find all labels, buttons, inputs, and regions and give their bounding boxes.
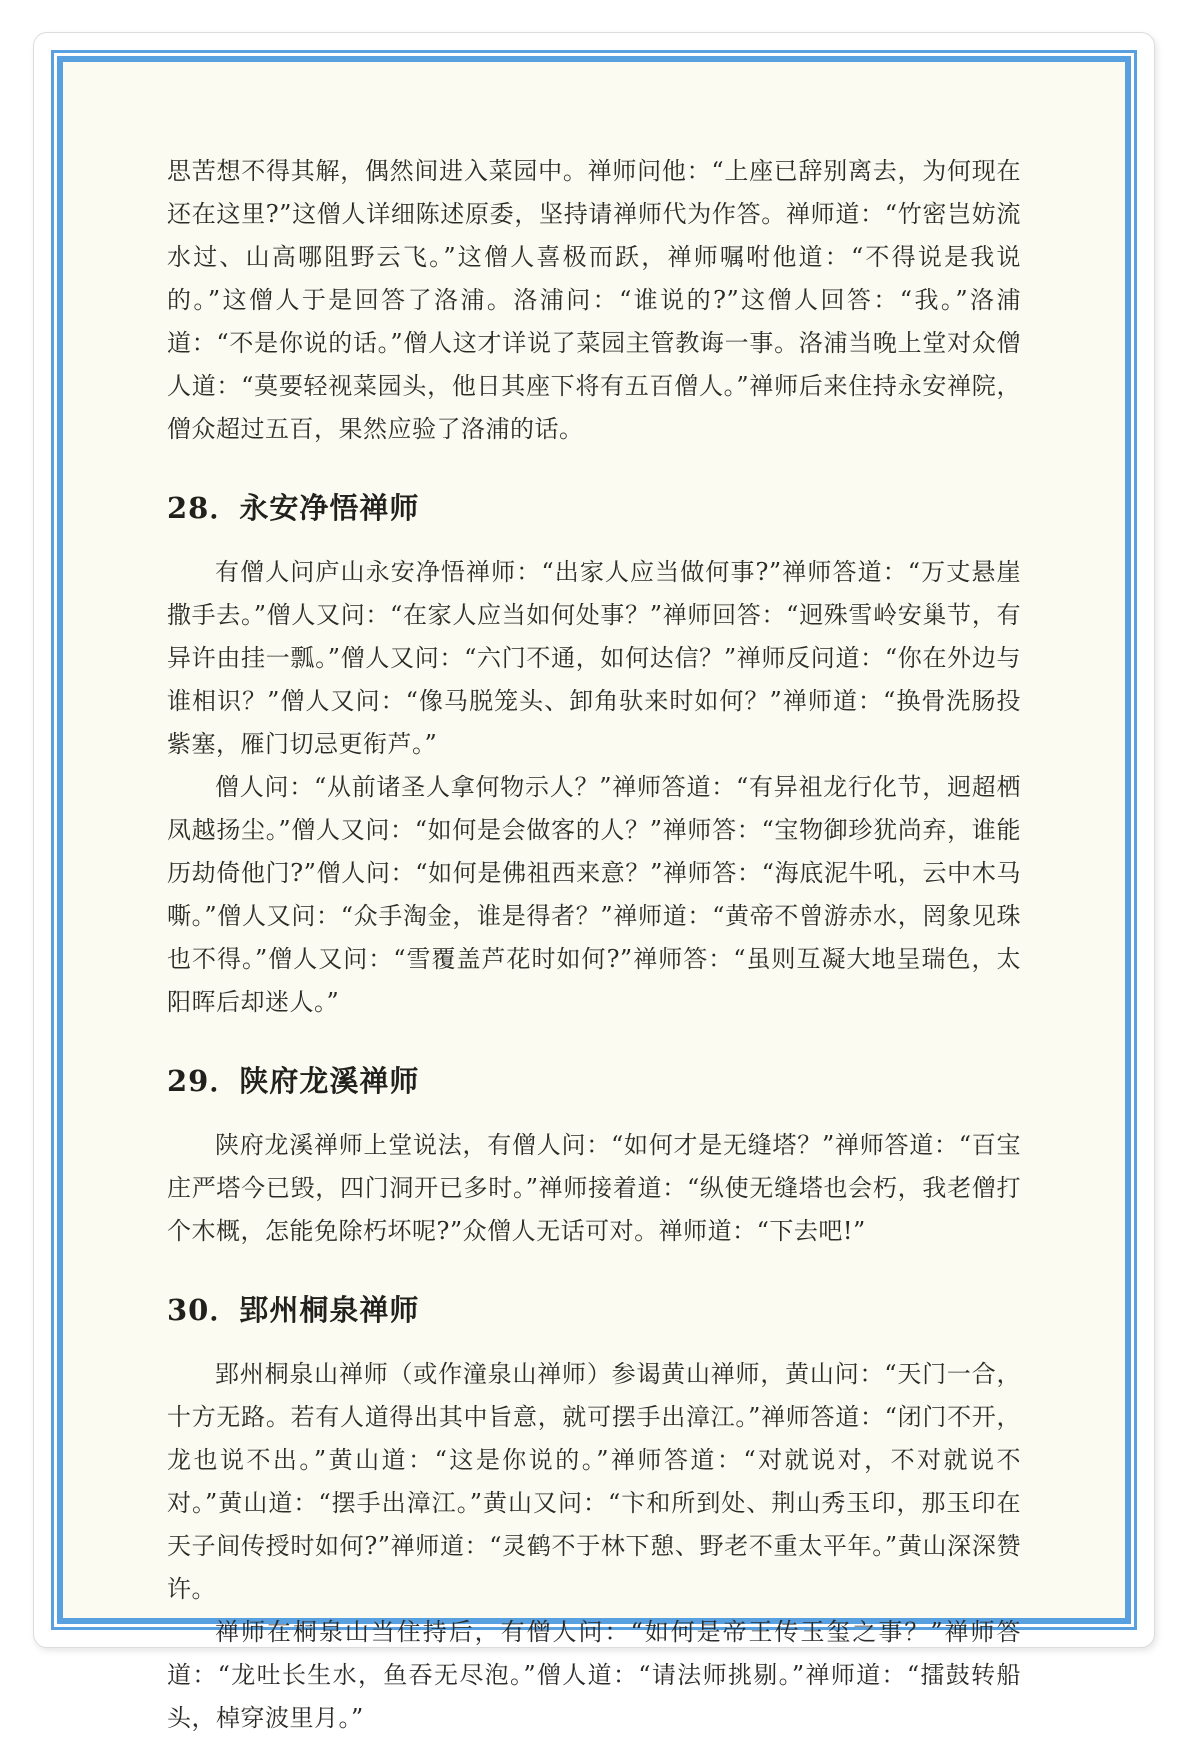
section-30-paragraph-2: 禅师在桐泉山当住持后，有僧人问：“如何是帝王传玉玺之事？”禅师答道：“龙吐长生水，鱼吞无尽泡。”僧人道：“请法师挑剔。”禅师道：“擂鼓转船头，棹穿波里月。” xyxy=(167,1618,1021,1732)
section-28-paragraph-2: 僧人问：“从前诸圣人拿何物示人？”禅师答道：“有异祖龙行化节，迥超栖凤越扬尘。”僧人又问：“如何是会做客的人？”禅师答：“宝物御珍犹尚弃，谁能历劫倚他门?”僧人问：“如何是佛祖西来意？”禅师答：“海底泥牛吼，云中木马嘶。”僧人又问：“众手淘金，谁是得者？”禅师道：“黄帝不曾游赤水，罔象见珠也不得。”僧人又问：“雪覆盖芦花时如何?”禅师答：“虽则互凝大地呈瑞色，太阳晖后却迷人。” xyxy=(167,773,1021,1016)
section-28-paragraph-1: 有僧人问庐山永安净悟禅师：“出家人应当做何事?”禅师答道：“万丈悬崖撒手去。”僧人又问：“在家人应当如何处事？”禅师回答：“迥殊雪岭安巢节，有异许由挂一瓢。”僧人又问：“六门不通，如何达信？”禅师反问道：“你在外边与谁相识？”僧人又问：“像马脱笼头、卸角驮来时如何？”禅师道：“换骨洗肠投紫塞，雁门切忌更衔芦。” xyxy=(167,558,1021,758)
decorative-double-border xyxy=(51,50,1137,1732)
continuation-paragraph: 思苦想不得其解，偶然间进入菜园中。禅师问他：“上座已辞别离去，为何现在还在这里?”这僧人详细陈述原委，坚持请禅师代为作答。禅师道：“竹密岂妨流水过、山高哪阻野云飞。”这僧人喜极而跃，禅师嘱咐他道：“不得说是我说的。”这僧人于是回答了洛浦。洛浦问：“谁说的?”这僧人回答：“我。”洛浦道：“不是你说的话。”僧人这才详说了菜园主管教诲一事。洛浦当晚上堂对众僧人道：“莫要轻视菜园头，他日其座下将有五百僧人。”禅师后来住持永安禅院，僧众超过五百，果然应验了洛浦的话。 xyxy=(167,157,1021,443)
section-30-paragraph-1: 郢州桐泉山禅师（或作潼泉山禅师）参谒黄山禅师，黄山问：“天门一合，十方无路。若有人道得出其中旨意，就可摆手出漳江。”禅师答道：“闭门不开，龙也说不出。”黄山道：“这是你说的。”禅师答道：“对就说对，不对就说不对。”黄山道：“摆手出漳江。”黄山又问：“卞和所到处、荆山秀玉印，那玉印在天子间传授时如何?”禅师道：“灵鹤不于林下憩、野老不重太平年。”黄山深深赞许。 xyxy=(167,1360,1021,1603)
section-30-heading: 30．郢州桐泉禅师 xyxy=(167,1293,420,1327)
section-29-heading: 29．陕府龙溪禅师 xyxy=(167,1064,420,1098)
section-28-heading: 28．永安净悟禅师 xyxy=(167,491,420,525)
section-29-paragraph-1: 陕府龙溪禅师上堂说法，有僧人问：“如何才是无缝塔？”禅师答道：“百宝庄严塔今已毁，四门洞开已多时。”禅师接着道：“纵使无缝塔也会朽，我老僧打个木概，怎能免除朽坏呢?”众僧人无话可对。禅师道：“下去吧!” xyxy=(167,1131,1021,1245)
page-text-area xyxy=(57,56,1131,1732)
scanned-book-page xyxy=(33,32,1155,1732)
